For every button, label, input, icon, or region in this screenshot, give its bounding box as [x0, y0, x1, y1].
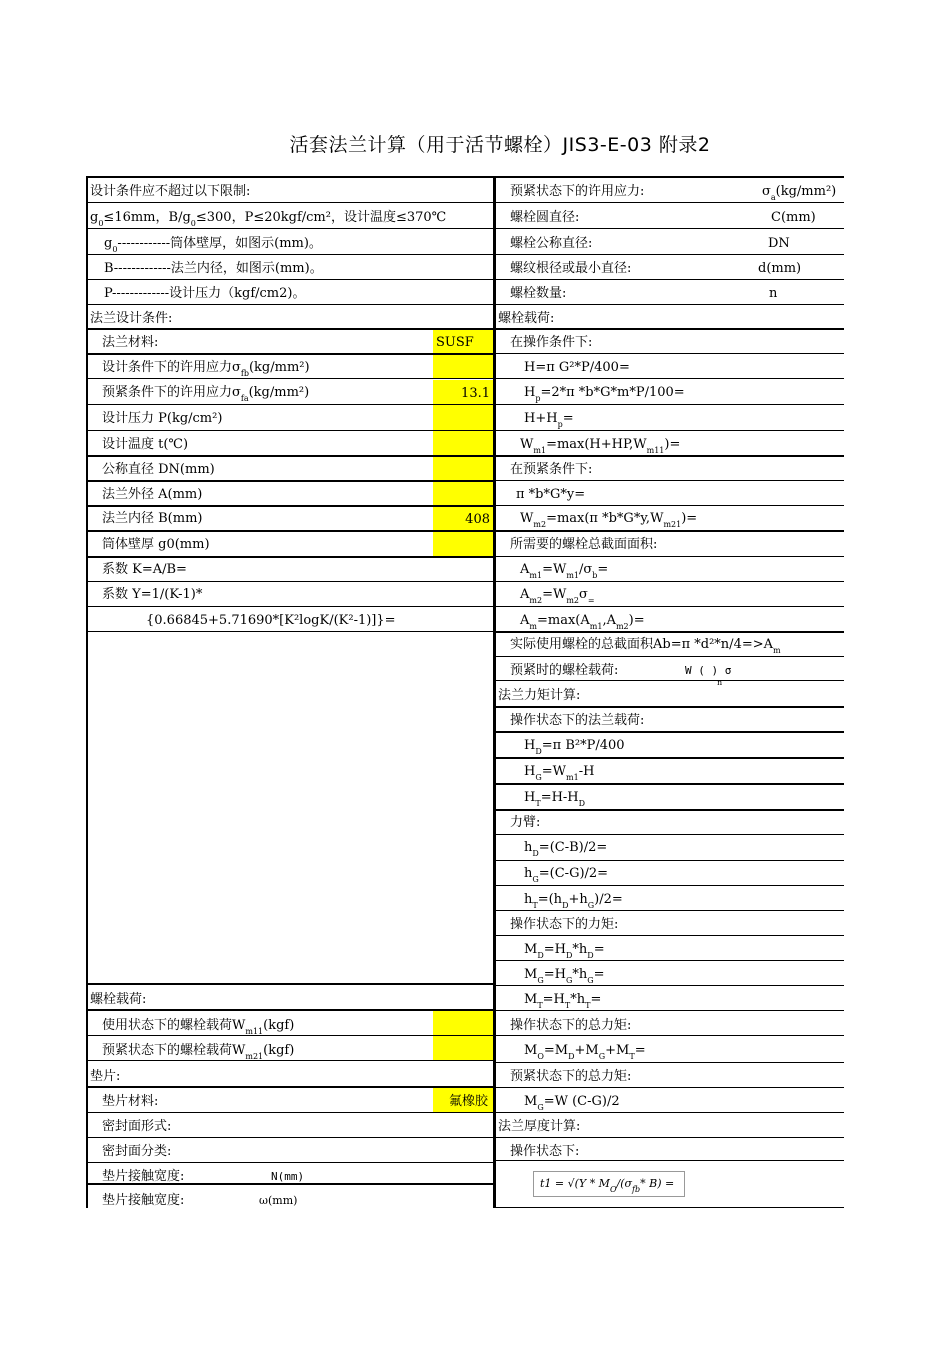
g-symbol: g [104, 236, 113, 251]
section-flange-design: 法兰设计条件: [90, 311, 173, 326]
sub: G [537, 1103, 544, 1112]
row-line [496, 706, 844, 708]
formula-text: =2*π *b*G*m*P/100= [540, 385, 685, 400]
sub: T [564, 1001, 571, 1010]
limits-header: 设计条件应不超过以下限制: [90, 184, 251, 199]
formula-ht [524, 791, 585, 806]
slash: /σ [579, 562, 593, 577]
sub: D [562, 901, 569, 910]
row-line [496, 757, 844, 759]
star: *h [572, 942, 588, 957]
row-line [496, 353, 844, 354]
sub: m1 [533, 446, 547, 455]
sym: h [524, 866, 533, 881]
row-line [496, 631, 844, 633]
sym: H [524, 385, 536, 400]
op-flange-load-label: 操作状态下的法兰载荷: [510, 713, 645, 728]
limits-tail: ≤300，P≤20kgf/cm²，设计温度≤370℃ [195, 210, 447, 225]
material-value: SUSF [436, 335, 474, 350]
formula-text: =M [543, 1043, 569, 1058]
row-line [496, 1062, 844, 1063]
gasket-width1-label: 垫片接触宽度: [102, 1169, 185, 1184]
gasket-width2-unit: ω(mm) [259, 1194, 298, 1207]
sub: G [587, 901, 595, 910]
eq: = [593, 967, 605, 982]
close: )= [664, 437, 681, 452]
allow-design-sub: fb [240, 369, 249, 378]
row-line [496, 556, 844, 557]
sub: m [773, 646, 781, 655]
seal-class-label: 密封面分类: [102, 1144, 172, 1159]
formula-text: =(C-G)/2= [538, 866, 609, 881]
row-line [496, 378, 844, 379]
row-line [88, 279, 493, 280]
sym: M [524, 942, 538, 957]
inner-dia-label: 法兰内径 B(mm) [102, 511, 203, 526]
sym: A [520, 587, 530, 602]
formula-h-plus-hp [524, 412, 574, 427]
row-line [88, 983, 493, 985]
sigma-sub: a [770, 193, 776, 202]
formula-mo [524, 1044, 646, 1059]
plus: + [568, 892, 580, 907]
gasket-mat-label: 垫片材料: [102, 1094, 159, 1109]
op-moment-label: 操作状态下的力矩: [510, 917, 619, 932]
sym: M [524, 1094, 538, 1109]
pre-total-label: 预紧状态下的总力矩: [510, 1069, 632, 1084]
eq: = [590, 992, 602, 1007]
row-line [496, 328, 844, 330]
bolt-circle-unit: C(mm) [771, 210, 816, 225]
gasket-width1-unit: N(mm) [271, 1170, 305, 1183]
pre-load-sym-text: W ( ) σ [685, 664, 732, 677]
root-dia-label: 螺纹根径或最小直径: [510, 261, 632, 276]
g-symbol: g [90, 210, 99, 225]
bolt-op-label [102, 1019, 294, 1034]
sub: G [587, 976, 594, 985]
formula-text: t1 = √(Y * M [540, 1177, 610, 1190]
sub: m21 [663, 520, 682, 529]
sub: fb [632, 1185, 641, 1194]
sym: h [579, 892, 588, 907]
seal-form-label: 密封面形式: [102, 1119, 172, 1134]
sym: H [524, 764, 536, 779]
eq: = [634, 1043, 646, 1058]
sub: p [535, 394, 541, 403]
input-cell-design-pressure[interactable] [433, 405, 493, 430]
row-line [496, 530, 844, 532]
sub: D [535, 747, 542, 756]
formula-am2 [520, 588, 595, 603]
bolt-circle-label: 螺栓圆直径: [510, 210, 580, 225]
star: *h [572, 967, 588, 982]
outer-dia-label: 法兰外径 A(mm) [102, 487, 203, 502]
material-label: 法兰材料: [102, 335, 159, 350]
formula-text: * B) = [640, 1177, 675, 1190]
input-cell-design-temp[interactable] [433, 431, 493, 455]
formula-mg [524, 968, 605, 983]
bolt-count-unit: n [769, 286, 778, 301]
sym: M [616, 1043, 630, 1058]
sub: m1 [529, 571, 543, 580]
sub: D [532, 849, 539, 858]
formula-mg2 [524, 1095, 620, 1110]
row-line [496, 606, 844, 607]
allow-pre-unit: (kg/mm²) [248, 385, 310, 400]
formula-text: =W [542, 587, 567, 602]
input-cell-bolt-op[interactable] [433, 1011, 493, 1035]
row-line [496, 279, 844, 280]
row-line [496, 834, 844, 835]
root-dia-unit: d(mm) [758, 261, 802, 276]
formula-am1 [520, 563, 608, 578]
row-line [88, 1162, 493, 1163]
bolt-pre-unit: (kgf) [263, 1043, 295, 1058]
pre-load-sub-n: n [717, 678, 723, 687]
section-bolt-load: 螺栓载荷: [90, 992, 147, 1007]
allow-pre-sub: fa [240, 394, 249, 403]
sub: D [587, 951, 594, 960]
sub: O [537, 1052, 544, 1061]
row-line [496, 404, 844, 405]
sub: p [557, 420, 563, 429]
sub: G [535, 773, 542, 782]
sym: M [524, 1043, 538, 1058]
row-line [496, 935, 844, 936]
bolt-op-sub: m11 [245, 1027, 264, 1036]
sym: M [524, 967, 538, 982]
row-line [88, 1112, 493, 1113]
row-line [496, 860, 844, 861]
sub: T [629, 1052, 635, 1061]
gasket-mat-value: 氟橡胶 [449, 1094, 489, 1109]
sub: m11 [646, 446, 665, 455]
row-line [88, 631, 493, 632]
sub: T [537, 1001, 543, 1010]
formula-text: =W [541, 764, 566, 779]
formula-wm1 [520, 438, 680, 453]
sym: W [520, 511, 534, 526]
formula-text: =(C-B)/2= [538, 840, 608, 855]
g0-text: ------------筒体壁厚，如图示(mm)。 [117, 236, 322, 251]
g-sub2: 0 [190, 219, 196, 228]
allow-design-label [102, 361, 310, 376]
coef-y-formula: {0.66845+5.71690*[K²logK/(K²-1)]}= [146, 613, 396, 628]
formula-text: /(σ [616, 1177, 633, 1190]
formula-text: H+H [524, 411, 558, 426]
actual-area [510, 638, 781, 653]
row-line [496, 731, 844, 733]
row-line [496, 430, 844, 431]
pre-allow-unit [762, 185, 836, 200]
bolt-pre-sub: m21 [245, 1052, 264, 1061]
sym: W [520, 437, 534, 452]
sub: T [532, 901, 538, 910]
formula-text: =H [543, 942, 566, 957]
bolt-pre-label [102, 1044, 294, 1059]
row-line [88, 304, 493, 305]
formula-hd [524, 739, 625, 754]
sub: m1 [589, 622, 603, 631]
close: )= [628, 613, 645, 628]
pre-load-symbol [685, 664, 731, 678]
row-line [88, 556, 493, 558]
comma: , [602, 613, 607, 628]
row-line [496, 960, 844, 961]
bolt-pre-text: 预紧状态下的螺栓载荷W [102, 1043, 246, 1058]
sub: D [568, 1052, 575, 1061]
row-line [496, 656, 844, 657]
close: )= [681, 511, 698, 526]
inner-dia-value: 408 [465, 512, 490, 527]
row-line [496, 581, 844, 582]
input-cell-outer-dia[interactable] [433, 482, 493, 505]
section-moment: 法兰力矩计算: [498, 688, 581, 703]
pre-allow-label: 预紧状态下的许用应力: [510, 184, 645, 199]
formula-hp [524, 386, 685, 401]
design-temp-label: 设计温度 t(℃) [102, 437, 189, 452]
row-line [496, 680, 844, 681]
row-line [496, 985, 844, 986]
sub: m [529, 622, 537, 631]
row-line [496, 228, 844, 229]
row-line [496, 809, 844, 811]
allow-pre-value: 13.1 [461, 386, 490, 401]
row-line [496, 1035, 844, 1036]
formula-text: =H [542, 992, 565, 1007]
thickness-formula [533, 1171, 685, 1197]
gasket-width2-label: 垫片接触宽度: [102, 1193, 185, 1208]
formula-text: =W [542, 562, 567, 577]
row-line [88, 378, 493, 379]
eq: = [587, 596, 595, 605]
section-gasket: 垫片: [90, 1069, 121, 1084]
input-cell-nominal-dia[interactable] [433, 457, 493, 480]
sub: O [609, 1185, 617, 1194]
design-pressure-label: 设计压力 P(kg/cm²) [102, 411, 223, 426]
row-line [88, 606, 493, 607]
op-state-label: 操作状态下: [510, 1144, 580, 1159]
input-cell-bolt-pre[interactable] [433, 1036, 493, 1060]
eq: = [593, 942, 605, 957]
formula-text: =H [543, 967, 566, 982]
bolt-op-text: 使用状态下的螺栓载荷W [102, 1018, 246, 1033]
star: *h [570, 992, 586, 1007]
row-line [496, 885, 844, 886]
formula-hg [524, 765, 594, 780]
g-sub: 0 [98, 219, 104, 228]
limits-text: ≤16mm，B/g [103, 210, 191, 225]
b-definition: B-------------法兰内径，如图示(mm)。 [104, 261, 323, 276]
bolt-nom-label: 螺栓公称直径: [510, 236, 593, 251]
sub: m2 [566, 596, 580, 605]
arm-label: 力臂: [510, 815, 541, 830]
eq: = [562, 411, 574, 426]
sym: h [524, 892, 533, 907]
formula-text: =max(A [536, 613, 590, 628]
pre-load-label: 预紧时的螺栓载荷: [510, 663, 619, 678]
formula-wm2 [520, 512, 697, 527]
sub: m2 [615, 622, 629, 631]
plus: + [605, 1043, 617, 1058]
close: )/2= [594, 892, 623, 907]
allow-pre-label [102, 386, 309, 401]
row-line [496, 505, 844, 506]
sym: M [585, 1043, 599, 1058]
sub: G [598, 1052, 606, 1061]
formula-text: =π B²*P/400 [541, 738, 625, 753]
row-line [88, 228, 493, 229]
row-line [88, 202, 493, 203]
coef-y: 系数 Y=1/(K-1)* [102, 587, 203, 602]
sym: A [606, 613, 616, 628]
page-title: 活套法兰计算（用于活节螺栓）JIS3-E-03 附录2 [289, 134, 711, 156]
row-line [496, 783, 844, 785]
sub: D [578, 799, 586, 808]
sym: H [524, 790, 536, 805]
sub: m1 [566, 773, 579, 782]
formula-hd-arm [524, 841, 607, 856]
minus: -H [578, 764, 595, 779]
input-cell-allow-design[interactable] [433, 355, 493, 378]
frame-top-border [86, 176, 844, 178]
sub: T [535, 799, 541, 808]
allow-pre-text: 预紧条件下的许用应力σ [102, 385, 241, 400]
req-area-label: 所需要的螺栓总截面面积: [510, 537, 658, 552]
frame-left-border [86, 176, 88, 1208]
plus: + [574, 1043, 586, 1058]
row-line [88, 1060, 493, 1061]
row-line [496, 480, 844, 481]
bolt-count-label: 螺栓数量: [510, 286, 567, 301]
frame-divider [493, 176, 496, 1208]
row-line [496, 1207, 844, 1208]
allow-design-unit: (kg/mm²) [248, 360, 310, 375]
sym: A [520, 562, 530, 577]
row-line [496, 1160, 844, 1161]
formula-text: =H-H [540, 790, 579, 805]
op-total-label: 操作状态下的总力矩: [510, 1018, 632, 1033]
row-line [88, 581, 493, 582]
section-bolt-load-right: 螺栓载荷: [498, 311, 555, 326]
sigma: σ [579, 587, 588, 602]
formula-h: H=π G²*P/400= [524, 360, 630, 375]
formula-text: =(h [537, 892, 563, 907]
sub: m2 [533, 520, 547, 529]
formula-ht-arm [524, 893, 623, 908]
row-line [496, 1087, 844, 1088]
row-line [496, 254, 844, 255]
sub: D [537, 951, 544, 960]
formula-text: =max(H+HP,W [546, 437, 647, 452]
sym: M [524, 992, 538, 1007]
formula-hg-arm [524, 867, 608, 882]
sub: T [585, 1001, 591, 1010]
row-line [496, 455, 844, 457]
row-line [496, 1112, 844, 1113]
bolt-op-unit: (kgf) [263, 1018, 295, 1033]
formula-text: =W (C-G)/2 [543, 1094, 620, 1109]
row-line [496, 1010, 844, 1011]
sym: A [520, 613, 530, 628]
sub: D [565, 951, 573, 960]
formula-am [520, 614, 645, 629]
formula-text: =max(π *b*G*y,W [546, 511, 664, 526]
sub: G [537, 976, 544, 985]
section-thickness: 法兰厚度计算: [498, 1119, 581, 1134]
sigma-symbol: σ [762, 184, 771, 199]
p-definition: P-------------设计压力（kgf/cm2)。 [104, 286, 306, 301]
row-line [88, 254, 493, 255]
sub: m1 [566, 571, 580, 580]
shell-thk-label: 筒体壁厚 g0(mm) [102, 537, 210, 552]
bolt-nom-unit: DN [768, 236, 790, 251]
input-cell-shell-thk[interactable] [433, 532, 493, 556]
g-sub: 0 [112, 245, 118, 254]
sym: H [524, 738, 536, 753]
row-line [496, 202, 844, 203]
sym: h [524, 840, 533, 855]
formula-pbgy: π *b*G*y= [516, 487, 586, 502]
row-line [496, 1137, 844, 1138]
sub: b [592, 571, 598, 580]
sub: G [532, 875, 539, 884]
formula-mt [524, 993, 601, 1008]
op-cond-label: 在操作条件下: [510, 335, 593, 350]
g0-definition [104, 237, 322, 252]
formula-md [524, 943, 605, 958]
nominal-dia-label: 公称直径 DN(mm) [102, 462, 215, 477]
eq: = [597, 562, 609, 577]
unit-tail: (kg/mm²) [775, 184, 837, 199]
sub: G [565, 976, 573, 985]
limits-line [90, 211, 446, 226]
allow-design-text: 设计条件下的许用应力σ [102, 360, 241, 375]
row-line [496, 304, 844, 305]
coef-k: 系数 K=A/B= [102, 562, 187, 577]
pre-cond-label: 在预紧条件下: [510, 462, 593, 477]
row-line [88, 1137, 493, 1138]
sub: m2 [529, 596, 543, 605]
row-line [496, 910, 844, 911]
actual-area-text: 实际使用螺栓的总截面积Ab=π *d²*n/4=>A [510, 637, 774, 652]
